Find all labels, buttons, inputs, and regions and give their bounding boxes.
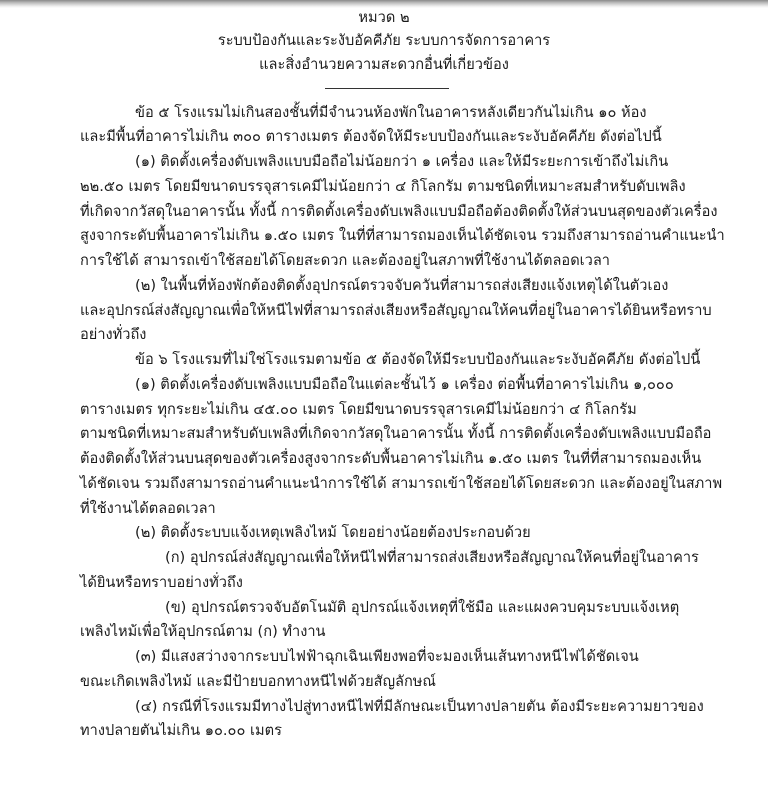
body-line: ที่เกิดจากวัสดุในอาคารนั้น ทั้งนี้ การติดตั้งเครื่องดับเพลิงแบบมือถือต้องติดตั้งให้ส่วนบนสุดของตัวเครื่อง: [80, 203, 718, 220]
body-line: ทางปลายตันไม่เกิน ๑๐.๐๐ เมตร: [80, 722, 282, 739]
body-line: และมีพื้นที่อาคารไม่เกิน ๓๐๐ ตารางเมตร ต้องจัดให้มีระบบป้องกันและระงับอัคคีภัย ดังต่อไปนี้: [80, 128, 662, 145]
title-divider: [325, 88, 449, 89]
chapter-heading: หมวด ๒: [358, 9, 410, 26]
body-line: ตามชนิดที่เหมาะสมสำหรับดับเพลิงที่เกิดจากวัสดุในอาคารนั้น ทั้งนี้ การติดตั้งเครื่องดับเพลิงแบบมือถือ: [80, 425, 712, 442]
body-line: ๒๒.๕๐ เมตร โดยมีขนาดบรรจุสารเคมีไม่น้อยกว่า ๔ กิโลกรัม ตามชนิดที่เหมาะสมสำหรับดับเพลิง: [80, 178, 686, 195]
section-6-item-2: (๒) ติดตั้งระบบแจ้งเหตุเพลิงไหม้ โดยอย่างน้อยต้องประกอบด้วย: [135, 524, 531, 541]
section-6-item-3: (๓) มีแสงสว่างจากระบบไฟฟ้าฉุกเฉินเพียงพอที่จะมองเห็นเส้นทางหนีไฟได้ชัดเจน: [135, 648, 639, 665]
section-6-item-4: (๔) กรณีที่โรงแรมมีทางไปสู่ทางหนีไฟที่มีลักษณะเป็นทางปลายตัน ต้องมีระยะความยาวของ: [135, 698, 704, 715]
chapter-title-line-1: ระบบป้องกันและระงับอัคคีภัย ระบบการจัดการอาคาร: [217, 32, 551, 49]
body-line: การใช้ได้ สามารถเข้าใช้สอยได้โดยสะดวก และต้องอยู่ในสภาพที่ใช้งานได้ตลอดเวลา: [80, 252, 610, 269]
body-line: อย่างทั่วถึง: [80, 326, 147, 343]
section-6-item-1: (๑) ติดตั้งเครื่องดับเพลิงแบบมือถือในแต่ละชั้นไว้ ๑ เครื่อง ต่อพื้นที่อาคารไม่เกิน ๑,๐๐๐: [135, 376, 674, 393]
body-line: ขณะเกิดเพลิงไหม้ และมีป้ายบอกทางหนีไฟด้วยสัญลักษณ์: [80, 673, 436, 690]
chapter-title-line-2: และสิ่งอำนวยความสะดวกอื่นที่เกี่ยวข้อง: [259, 56, 509, 73]
body-line: ได้ยินหรือทราบอย่างทั่วถึง: [80, 574, 243, 591]
body-line: ที่ใช้งานได้ตลอดเวลา: [80, 500, 216, 517]
section-6-intro: ข้อ ๖ โรงแรมที่ไม่ใช่โรงแรมตามข้อ ๕ ต้องจัดให้มีระบบป้องกันและระงับอัคคีภัย ดังต่อไปนี้: [135, 351, 701, 368]
section-5-intro: ข้อ ๕ โรงแรมไม่เกินสองชั้นที่มีจำนวนห้องพักในอาคารหลังเดียวกันไม่เกิน ๑๐ ห้อง: [135, 104, 647, 121]
section-6-item-2a: (ก) อุปกรณ์ส่งสัญญาณเพื่อให้หนีไฟที่สามารถส่งเสียงหรือสัญญาณให้คนที่อยู่ในอาคาร: [165, 549, 699, 566]
section-5-item-2: (๒) ในพื้นที่ห้องพักต้องติดตั้งอุปกรณ์ตรวจจับควันที่สามารถส่งเสียงแจ้งเหตุได้ในตัวเอง: [135, 277, 669, 294]
body-line: ต้องติดตั้งให้ส่วนบนสุดของตัวเครื่องสูงจากระดับพื้นอาคารไม่เกิน ๑.๕๐ เมตร ในที่ที่สามารถมองเห็น: [80, 450, 702, 467]
section-5-item-1: (๑) ติดตั้งเครื่องดับเพลิงแบบมือถือไม่น้อยกว่า ๑ เครื่อง และให้มีระยะการเข้าถึงไม่เกิน: [135, 153, 669, 170]
body-line: ตารางเมตร ทุกระยะไม่เกิน ๔๕.๐๐ เมตร โดยมีขนาดบรรจุสารเคมีไม่น้อยกว่า ๔ กิโลกรัม: [80, 401, 637, 418]
body-line: ได้ชัดเจน รวมถึงสามารถอ่านคำแนะนำการใช้ได้ สามารถเข้าใช้สอยได้โดยสะดวก และต้องอยู่ในสภาพ: [80, 475, 723, 492]
section-6-item-2b: (ข) อุปกรณ์ตรวจจับอัตโนมัติ อุปกรณ์แจ้งเหตุที่ใช้มือ และแผงควบคุมระบบแจ้งเหตุ: [165, 599, 680, 616]
body-line: สูงจากระดับพื้นอาคารไม่เกิน ๑.๕๐ เมตร ในที่ที่สามารถมองเห็นได้ชัดเจน รวมถึงสามารถอ่านคำแนะนำ: [80, 227, 725, 244]
body-line: และอุปกรณ์ส่งสัญญาณเพื่อให้หนีไฟที่สามารถส่งเสียงหรือสัญญาณให้คนที่อยู่ในอาคารได้ยินหรือทราบ: [80, 302, 712, 319]
body-line: เพลิงไหม้เพื่อให้อุปกรณ์ตาม (ก) ทำงาน: [80, 623, 326, 640]
